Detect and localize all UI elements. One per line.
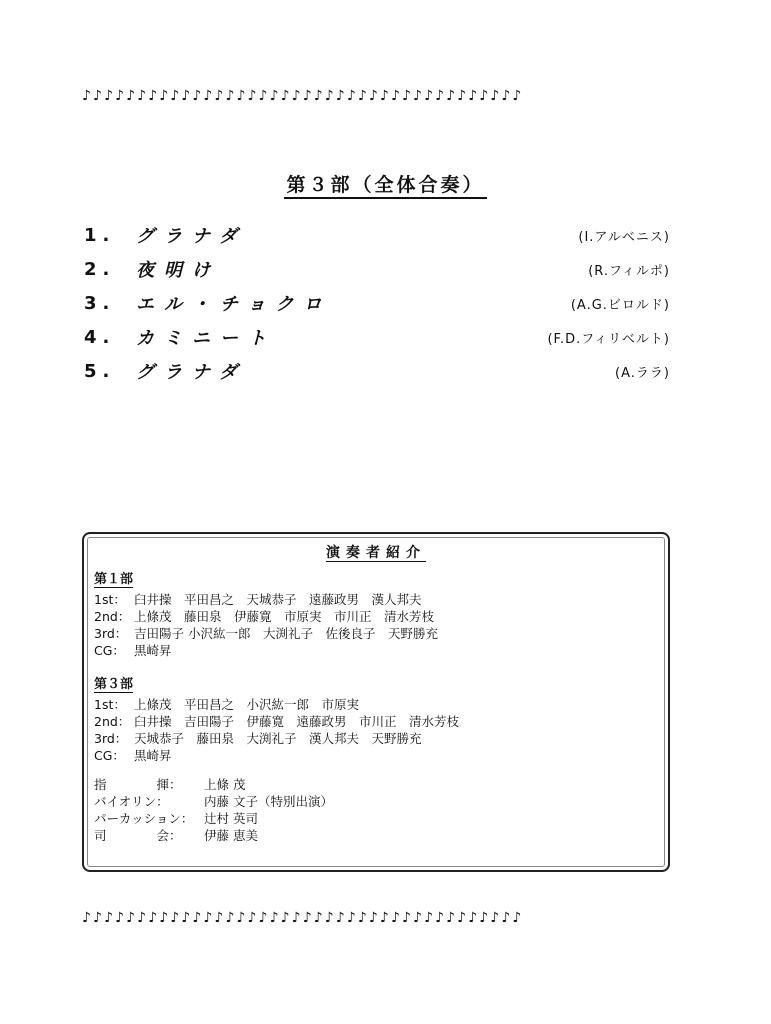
performer-role: 3rd： — [94, 731, 128, 746]
performer-line — [94, 730, 658, 747]
part1-heading-text: 第１部 — [94, 572, 134, 587]
staff-line — [94, 793, 658, 810]
staff-line — [94, 827, 658, 844]
staff-names: 上條 茂 — [204, 777, 246, 792]
performer-role: CG： — [94, 643, 125, 658]
program-item-title: グラナダ — [136, 226, 248, 247]
part3-heading — [94, 673, 658, 692]
staff-list — [94, 776, 658, 844]
program-item-number: 4. — [84, 326, 116, 348]
staff-role: バイオリン： — [94, 794, 169, 809]
program-item-title: エル・チョクロ — [136, 294, 332, 315]
performer-names: 臼井操 吉田陽子 伊藤寛 遠藤政男 市川正 清水芳枝 — [134, 714, 460, 729]
performers-title-text: 演奏者紹介 — [326, 545, 426, 561]
performer-names: 上條茂 平田昌之 小沢紘一郎 市原実 — [134, 697, 360, 712]
performer-line — [94, 608, 658, 625]
part-title — [0, 170, 771, 197]
performer-names: 天城恭子 藤田泉 大渕礼子 漢人邦夫 天野勝充 — [134, 731, 422, 746]
program-item-number: 2. — [84, 258, 116, 280]
performer-role: 3rd： — [94, 626, 128, 641]
staff-line — [94, 810, 658, 827]
program-list — [84, 218, 670, 388]
program-item-composer: (F.D.フィリベルト) — [547, 331, 670, 347]
program-item-number: 3. — [84, 292, 116, 314]
program-item-title: カミニート — [136, 328, 276, 349]
program-item-number: 1. — [84, 224, 116, 246]
performer-names: 黒崎昇 — [134, 643, 172, 658]
program-item — [84, 320, 670, 354]
staff-role: 指 揮： — [94, 777, 182, 792]
part-title-text: 第３部（全体合奏） — [284, 174, 486, 199]
performer-names: 吉田陽子 小沢紘一郎 大渕礼子 佐後良子 天野勝充 — [134, 626, 438, 641]
spacer — [94, 764, 658, 776]
program-item-composer: (A.ララ) — [615, 365, 670, 381]
program-item-title: 夜明け — [136, 260, 220, 281]
bottom-music-notes-decoration: ♪♪♪♪♪♪♪♪♪♪♪♪♪♪♪♪♪♪♪♪♪♪♪♪♪♪♪♪♪♪♪♪♪♪♪♪♪♪♪♪ — [82, 910, 524, 926]
program-item-composer: (A.G.ビロルド) — [570, 297, 670, 313]
performer-role: CG： — [94, 748, 125, 763]
part1-heading — [94, 568, 658, 587]
performer-names: 臼井操 平田昌之 天城恭子 遠藤政男 漢人邦夫 — [134, 592, 422, 607]
performer-line — [94, 642, 658, 659]
program-item-title: グラナダ — [136, 362, 248, 383]
performer-line — [94, 591, 658, 608]
program-item — [84, 286, 670, 320]
program-item — [84, 252, 670, 286]
performer-role: 2nd： — [94, 714, 131, 729]
staff-line — [94, 776, 658, 793]
performer-names: 黒崎昇 — [134, 748, 172, 763]
performer-line — [94, 747, 658, 764]
spacer — [94, 659, 658, 671]
staff-names: 伊藤 恵美 — [204, 828, 258, 843]
program-item-composer: (R.フィルポ) — [588, 263, 670, 279]
staff-names: 内藤 文子（特別出演） — [204, 794, 333, 809]
part3-heading-text: 第３部 — [94, 677, 134, 692]
top-music-notes-decoration: ♪♪♪♪♪♪♪♪♪♪♪♪♪♪♪♪♪♪♪♪♪♪♪♪♪♪♪♪♪♪♪♪♪♪♪♪♪♪♪♪ — [82, 88, 524, 104]
performer-role: 2nd： — [94, 609, 131, 624]
program-item-number: 5. — [84, 360, 116, 382]
performers-box — [82, 532, 670, 872]
program-item — [84, 354, 670, 388]
staff-role: 司 会： — [94, 828, 182, 843]
performer-names: 上條茂 藤田泉 伊藤寛 市原実 市川正 清水芳枝 — [134, 609, 435, 624]
staff-names: 辻村 英司 — [204, 811, 258, 826]
performer-role: 1st： — [94, 697, 126, 712]
performer-line — [94, 696, 658, 713]
performer-line — [94, 625, 658, 642]
program-item-composer: (I.アルベニス) — [578, 229, 670, 245]
program-item — [84, 218, 670, 252]
staff-role: パーカッション： — [94, 811, 194, 826]
performer-line — [94, 713, 658, 730]
performer-role: 1st： — [94, 592, 126, 607]
performers-title — [94, 542, 658, 562]
